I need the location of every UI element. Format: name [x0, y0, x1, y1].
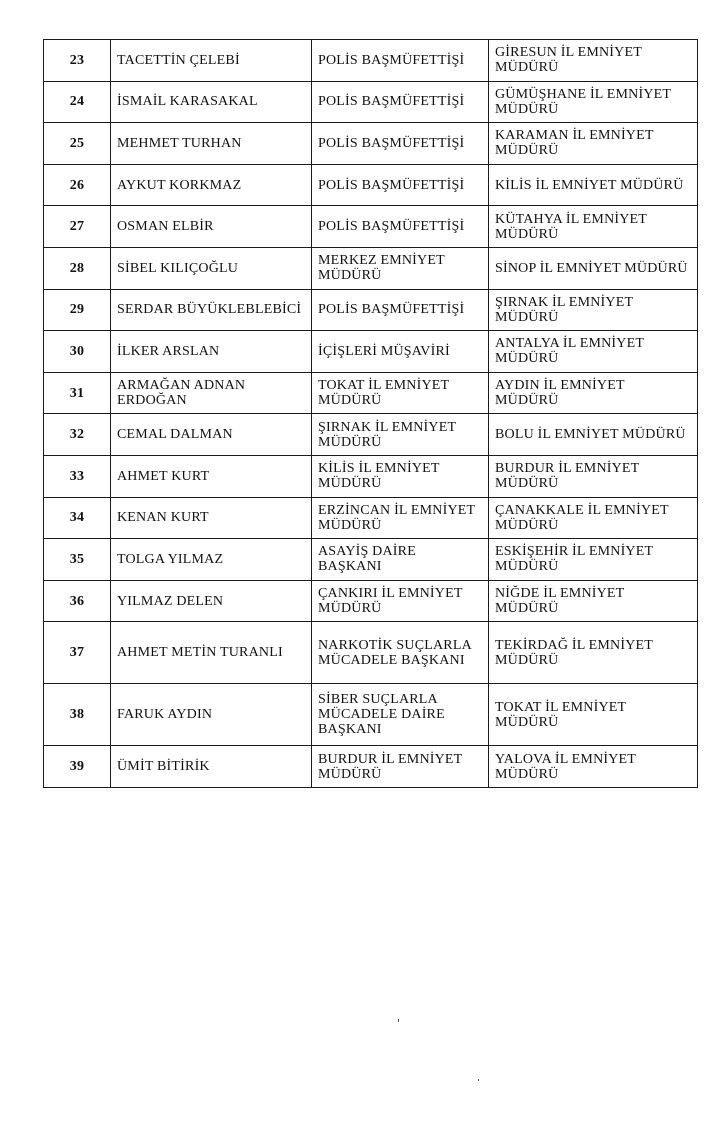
row-number: 24: [44, 81, 111, 123]
table-row: [44, 539, 698, 581]
row-number: 27: [44, 206, 111, 248]
row-number: 31: [44, 372, 111, 414]
row-number: 32: [44, 414, 111, 456]
row-number: 26: [44, 164, 111, 206]
new-post: KÜTAHYA İL EMNİYET MÜDÜRÜ: [489, 206, 698, 248]
table-row: [44, 414, 698, 456]
new-post: TEKİRDAĞ İL EMNİYET MÜDÜRÜ: [489, 622, 698, 684]
row-number: 35: [44, 539, 111, 581]
new-post: KARAMAN İL EMNİYET MÜDÜRÜ: [489, 123, 698, 165]
row-number: 30: [44, 331, 111, 373]
current-post: POLİS BAŞMÜFETTİŞİ: [312, 123, 489, 165]
person-name: TOLGA YILMAZ: [111, 539, 312, 581]
table-row: [44, 247, 698, 289]
table-row: [44, 455, 698, 497]
new-post: NİĞDE İL EMNİYET MÜDÜRÜ: [489, 580, 698, 622]
table-row: [44, 123, 698, 165]
current-post: POLİS BAŞMÜFETTİŞİ: [312, 289, 489, 331]
appointment-table: [43, 39, 698, 788]
current-post: ASAYİŞ DAİRE BAŞKANI: [312, 539, 489, 581]
appointment-table-body: [44, 40, 698, 788]
row-number: 39: [44, 746, 111, 788]
new-post: GÜMÜŞHANE İL EMNİYET MÜDÜRÜ: [489, 81, 698, 123]
row-number: 33: [44, 455, 111, 497]
row-number: 23: [44, 40, 111, 82]
person-name: ARMAĞAN ADNAN ERDOĞAN: [111, 372, 312, 414]
row-number: 25: [44, 123, 111, 165]
row-number: 29: [44, 289, 111, 331]
person-name: OSMAN ELBİR: [111, 206, 312, 248]
table-row: [44, 331, 698, 373]
person-name: AHMET METİN TURANLI: [111, 622, 312, 684]
row-number: 36: [44, 580, 111, 622]
new-post: GİRESUN İL EMNİYET MÜDÜRÜ: [489, 40, 698, 82]
person-name: MEHMET TURHAN: [111, 123, 312, 165]
row-number: 37: [44, 622, 111, 684]
new-post: ESKİŞEHİR İL EMNİYET MÜDÜRÜ: [489, 539, 698, 581]
table-row: [44, 746, 698, 788]
new-post: ŞIRNAK İL EMNİYET MÜDÜRÜ: [489, 289, 698, 331]
person-name: KENAN KURT: [111, 497, 312, 539]
new-post: AYDIN İL EMNİYET MÜDÜRÜ: [489, 372, 698, 414]
person-name: AHMET KURT: [111, 455, 312, 497]
table-row: [44, 164, 698, 206]
new-post: BURDUR İL EMNİYET MÜDÜRÜ: [489, 455, 698, 497]
scan-speck: [478, 1079, 479, 1081]
new-post: SİNOP İL EMNİYET MÜDÜRÜ: [489, 247, 698, 289]
table-row: [44, 622, 698, 684]
current-post: POLİS BAŞMÜFETTİŞİ: [312, 40, 489, 82]
current-post: POLİS BAŞMÜFETTİŞİ: [312, 81, 489, 123]
new-post: ÇANAKKALE İL EMNİYET MÜDÜRÜ: [489, 497, 698, 539]
person-name: AYKUT KORKMAZ: [111, 164, 312, 206]
person-name: İSMAİL KARASAKAL: [111, 81, 312, 123]
table-row: [44, 81, 698, 123]
person-name: İLKER ARSLAN: [111, 331, 312, 373]
current-post: BURDUR İL EMNİYET MÜDÜRÜ: [312, 746, 489, 788]
new-post: TOKAT İL EMNİYET MÜDÜRÜ: [489, 684, 698, 746]
person-name: CEMAL DALMAN: [111, 414, 312, 456]
current-post: MERKEZ EMNİYET MÜDÜRÜ: [312, 247, 489, 289]
current-post: İÇİŞLERİ MÜŞAVİRİ: [312, 331, 489, 373]
current-post: NARKOTİK SUÇLARLA MÜCADELE BAŞKANI: [312, 622, 489, 684]
new-post: KİLİS İL EMNİYET MÜDÜRÜ: [489, 164, 698, 206]
row-number: 38: [44, 684, 111, 746]
table-row: [44, 372, 698, 414]
current-post: POLİS BAŞMÜFETTİŞİ: [312, 164, 489, 206]
table-row: [44, 580, 698, 622]
scan-speck: [398, 1019, 399, 1022]
current-post: TOKAT İL EMNİYET MÜDÜRÜ: [312, 372, 489, 414]
person-name: TACETTİN ÇELEBİ: [111, 40, 312, 82]
current-post: ERZİNCAN İL EMNİYET MÜDÜRÜ: [312, 497, 489, 539]
row-number: 28: [44, 247, 111, 289]
new-post: YALOVA İL EMNİYET MÜDÜRÜ: [489, 746, 698, 788]
table-row: [44, 40, 698, 82]
new-post: ANTALYA İL EMNİYET MÜDÜRÜ: [489, 331, 698, 373]
person-name: SERDAR BÜYÜKLEBLEBİCİ: [111, 289, 312, 331]
current-post: POLİS BAŞMÜFETTİŞİ: [312, 206, 489, 248]
table-row: [44, 289, 698, 331]
table-row: [44, 497, 698, 539]
table-row: [44, 684, 698, 746]
person-name: FARUK AYDIN: [111, 684, 312, 746]
row-number: 34: [44, 497, 111, 539]
person-name: ÜMİT BİTİRİK: [111, 746, 312, 788]
new-post: BOLU İL EMNİYET MÜDÜRÜ: [489, 414, 698, 456]
current-post: KİLİS İL EMNİYET MÜDÜRÜ: [312, 455, 489, 497]
table-row: [44, 206, 698, 248]
person-name: SİBEL KILIÇOĞLU: [111, 247, 312, 289]
current-post: SİBER SUÇLARLA MÜCADELE DAİRE BAŞKANI: [312, 684, 489, 746]
current-post: ŞIRNAK İL EMNİYET MÜDÜRÜ: [312, 414, 489, 456]
person-name: YILMAZ DELEN: [111, 580, 312, 622]
current-post: ÇANKIRI İL EMNİYET MÜDÜRÜ: [312, 580, 489, 622]
